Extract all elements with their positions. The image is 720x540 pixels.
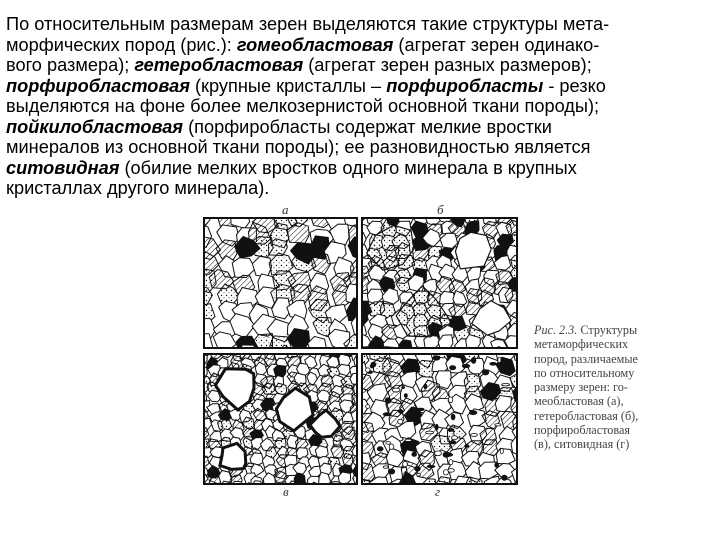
porphyroblast — [220, 443, 246, 469]
inclusion — [495, 424, 501, 426]
groundmass-grain — [342, 453, 353, 466]
term-porphyroblasts: порфиробласты — [386, 75, 544, 96]
inclusion — [377, 447, 383, 451]
inclusion — [405, 439, 412, 441]
groundmass-grain — [331, 445, 344, 458]
inclusion — [398, 419, 403, 424]
inclusion — [469, 411, 477, 415]
uniform-grain — [312, 252, 331, 274]
heteroblastic-texture-drawing — [363, 219, 516, 347]
inclusion — [502, 475, 508, 480]
inclusion — [415, 466, 421, 471]
inclusion — [398, 410, 403, 414]
host-grain — [513, 355, 516, 361]
text-line: выделяются на фоне более мелкозернистой основной ткани породы); — [6, 96, 600, 116]
text-line: пойкилобластовая (порфиробласты содержат мелкие вростки — [6, 116, 552, 137]
inclusion — [451, 414, 455, 420]
term-poikiloblastic: пойкилобластовая — [6, 116, 184, 137]
text-line: морфических пород (рис.): гомеобластовая (агрегат зерен одинако- — [6, 34, 600, 55]
inclusion — [482, 370, 488, 375]
inclusion — [433, 356, 440, 360]
inclusion — [490, 362, 497, 365]
uniform-grain — [308, 336, 327, 347]
text-line: кристаллах другого минерала). — [6, 178, 270, 198]
inclusion — [450, 366, 456, 370]
inclusion — [435, 424, 438, 430]
term-heteroblastic: гетеробластовая — [134, 55, 304, 75]
inclusion — [388, 469, 395, 474]
text-line: вого размера); гетеробластовая (агрегат зерен разных размеров); — [6, 55, 592, 75]
inclusion — [385, 398, 390, 404]
inclusion — [404, 394, 407, 398]
term-homeoblastic: гомеобластовая — [236, 34, 394, 55]
homeoblastic-texture-drawing — [205, 219, 356, 347]
inclusion — [495, 463, 499, 468]
inclusion — [424, 384, 427, 389]
term-porphyroblastic: порфиробластовая — [6, 75, 190, 96]
inclusion — [383, 466, 388, 468]
inclusion — [427, 465, 435, 467]
inclusion — [443, 452, 450, 457]
figure-caption: Рис. 2.3. Структуры метаморфических пород, различаемые по относительному размеру зерен: го- меобластовая (а), гетеробластовая (б), порфиробластовая (в), ситовидная (г) — [534, 323, 639, 452]
inclusion — [462, 364, 470, 367]
inclusion — [435, 451, 442, 456]
panel-heteroblastic — [361, 217, 518, 349]
texture-figure — [199, 202, 521, 500]
host-grain — [435, 477, 450, 483]
inclusion — [417, 408, 424, 411]
panel-sieve — [361, 353, 518, 485]
body-text — [6, 14, 716, 199]
uniform-grain — [270, 336, 291, 347]
text-line: минералов из основной ткани породы); ее разновидностью является — [6, 137, 591, 157]
caption-figure-number: Рис. 2.3. — [534, 323, 578, 337]
uniform-grain — [232, 258, 255, 278]
inclusion — [412, 452, 417, 456]
inclusion — [449, 460, 453, 465]
inclusion — [402, 387, 405, 389]
panel-label-a: а — [282, 202, 289, 217]
porphyroblastic-texture-drawing — [205, 355, 356, 483]
inclusion — [498, 357, 501, 363]
uniform-grain — [253, 334, 273, 347]
small-grain — [399, 340, 413, 347]
inclusion — [383, 413, 391, 416]
inclusion — [366, 368, 371, 372]
inclusion — [386, 441, 391, 444]
inclusion — [448, 429, 454, 432]
panel-porphyroblastic — [203, 353, 358, 485]
sieve-texture-drawing — [363, 355, 516, 483]
inclusion — [471, 357, 476, 363]
inclusion — [403, 461, 408, 467]
inclusion — [366, 405, 370, 409]
inclusion — [392, 388, 400, 392]
host-grain — [363, 422, 374, 441]
panel-label-b: б — [437, 202, 444, 217]
panel-label-g: г — [435, 484, 441, 499]
inclusion — [370, 364, 374, 368]
inclusion — [450, 441, 456, 444]
inclusion — [465, 445, 469, 448]
groundmass-grain — [315, 446, 328, 459]
inclusion — [448, 469, 455, 473]
text-line: ситовидная (обилие мелких вростков одного минерала в крупных — [6, 157, 577, 178]
panel-homeoblastic — [203, 217, 358, 349]
inclusion — [448, 397, 452, 403]
term-sieve: ситовидная — [6, 157, 120, 178]
small-grain — [383, 339, 400, 347]
text-line: порфиробластовая (крупные кристаллы – порфиробласты - резко — [6, 75, 606, 96]
inclusion — [500, 448, 503, 454]
inclusion — [417, 473, 421, 476]
inclusion — [426, 431, 434, 434]
inclusion — [389, 444, 394, 449]
inclusion — [471, 433, 478, 436]
inclusion — [451, 436, 457, 440]
inclusion — [502, 384, 510, 386]
inclusion — [363, 389, 365, 392]
host-grain — [420, 479, 437, 483]
panel-label-v: в — [283, 484, 289, 499]
text-line: По относительным размерам зерен выделяются такие структуры мета- — [6, 14, 610, 34]
